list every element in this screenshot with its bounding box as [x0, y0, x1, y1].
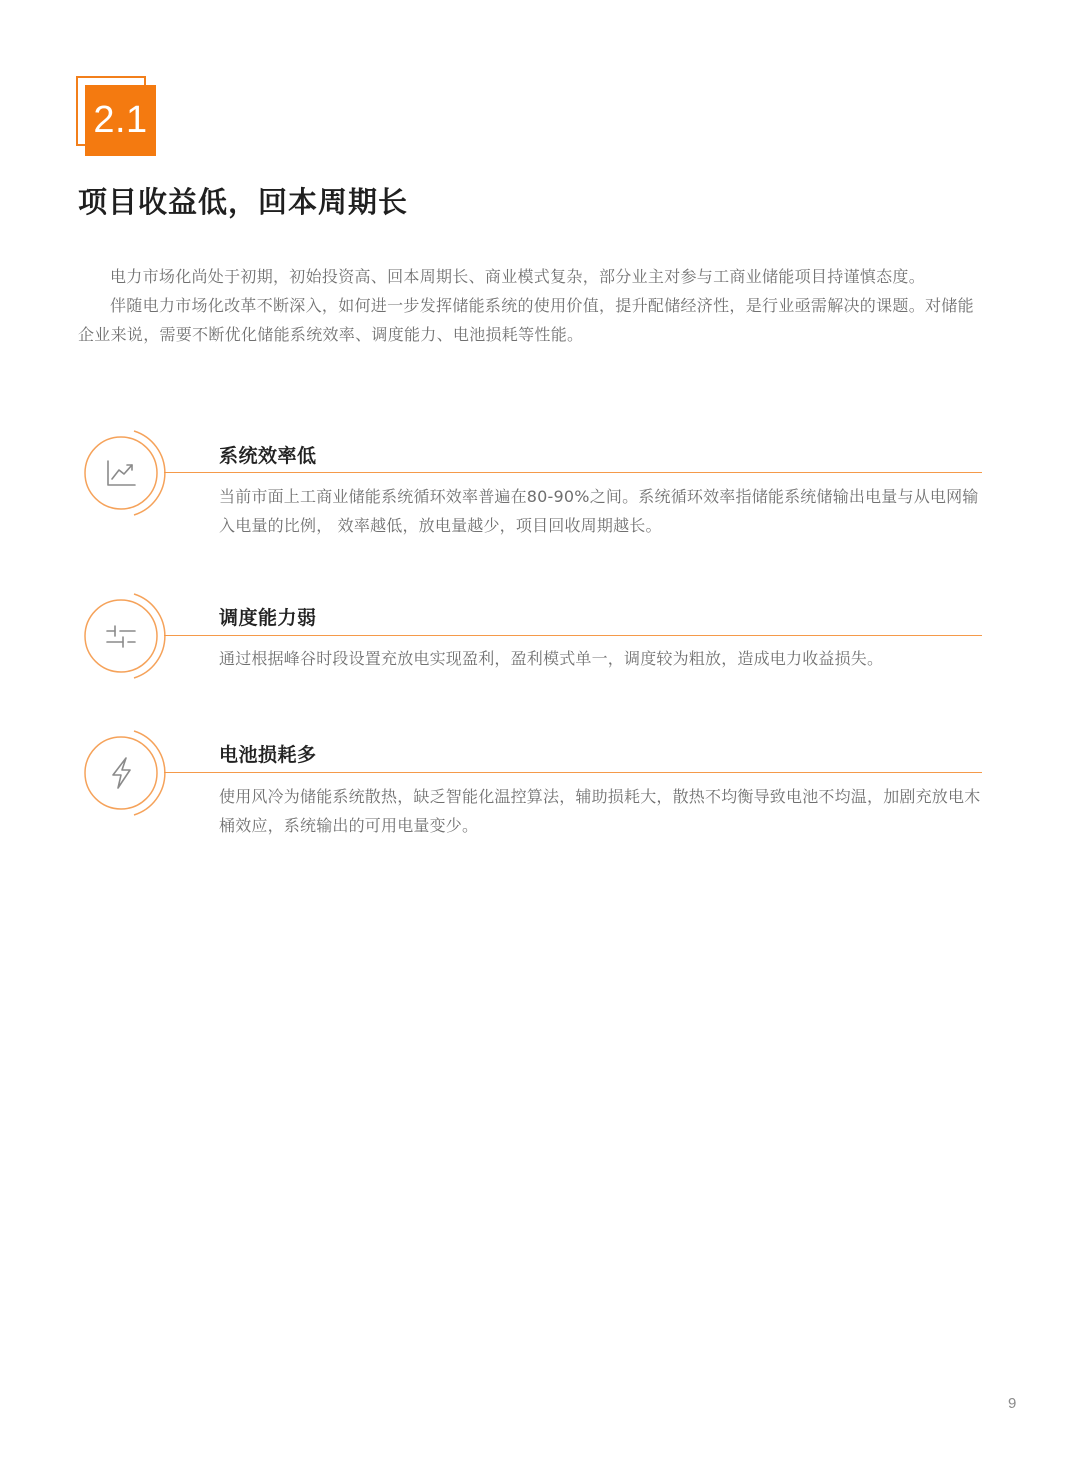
issue-divider	[164, 472, 982, 473]
issue-description: 当前市面上工商业储能系统循环效率普遍在80-90%之间。系统循环效率指储能系统储输出电量与从电网输入电量的比例， 效率越低，放电量越少，项目回收周期越长。	[219, 487, 979, 535]
issue-item	[82, 728, 982, 848]
issue-divider	[164, 635, 982, 636]
issue-divider	[164, 772, 982, 773]
issue-description: 通过根据峰谷时段设置充放电实现盈利，盈利模式单一，调度较为粗放，造成电力收益损失。	[219, 649, 884, 668]
issue-item	[82, 591, 982, 691]
section-number: 2.1	[85, 85, 156, 156]
intro-text	[78, 262, 982, 349]
lightning-icon	[82, 728, 168, 818]
page-title: 项目收益低，回本周期长	[78, 185, 409, 219]
sliders-icon	[82, 591, 168, 681]
issue-item	[82, 428, 982, 548]
intro-paragraph: 伴随电力市场化改革不断深入，如何进一步发挥储能系统的使用价值，提升配储经济性，是行业亟需解决的课题。对储能企业来说，需要不断优化储能系统效率、调度能力、电池损耗等性能。	[78, 296, 974, 344]
issue-description: 使用风冷为储能系统散热，缺乏智能化温控算法，辅助损耗大，散热不均衡导致电池不均温，加剧充放电木桶效应，系统输出的可用电量变少。	[219, 787, 981, 835]
intro-paragraph: 电力市场化尚处于初期，初始投资高、回本周期长、商业模式复杂，部分业主对参与工商业储能项目持谨慎态度。	[110, 267, 926, 286]
trend-chart-icon	[82, 428, 168, 518]
page-number: 9	[1008, 1395, 1017, 1412]
issue-heading: 调度能力弱	[219, 607, 317, 629]
section-badge	[76, 76, 156, 156]
issue-heading: 系统效率低	[219, 445, 317, 467]
issue-heading: 电池损耗多	[219, 744, 317, 766]
